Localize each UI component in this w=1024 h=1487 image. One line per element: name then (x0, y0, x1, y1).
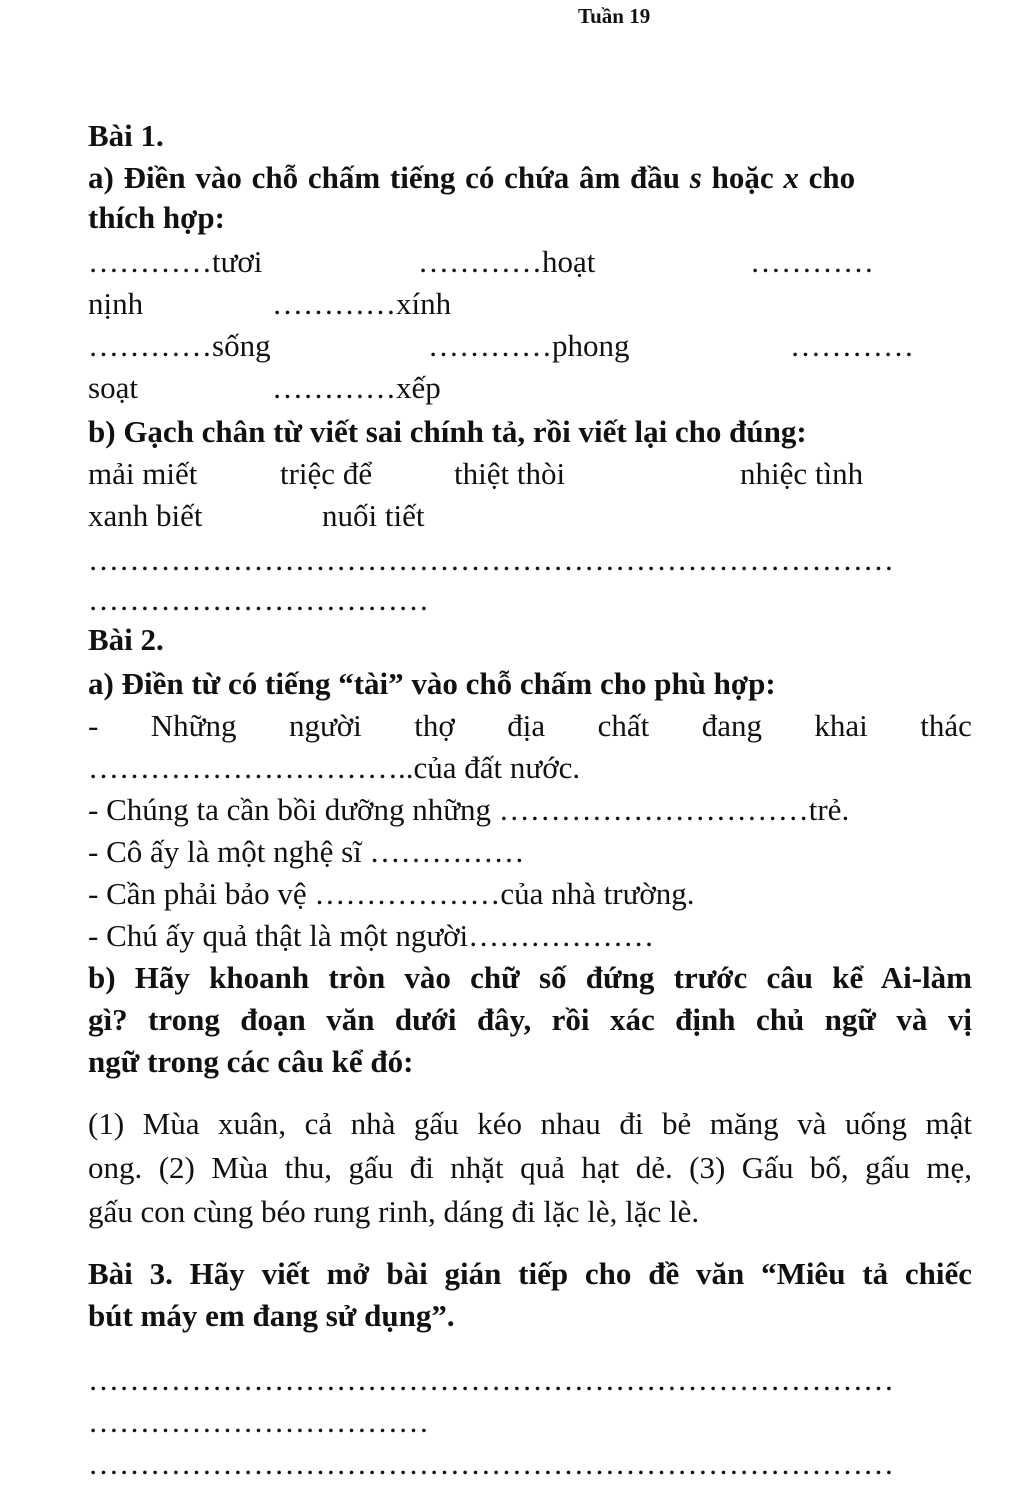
word: khai (814, 708, 868, 743)
fill-blank[interactable]: …………xính (272, 286, 452, 321)
letter-s: s (689, 160, 702, 195)
answer-line[interactable]: …………………………………………………………………… (88, 1446, 894, 1481)
week-label: Tuần 19 (578, 4, 651, 28)
word-suffix: soạt (88, 370, 138, 405)
fill-blank[interactable]: …………xếp (272, 370, 441, 405)
paragraph-line: (1) Mùa xuân, cả nhà gấu kéo nhau đi bẻ măng và uống mật (88, 1106, 972, 1141)
exercise-2b-instruction-cont: gì? trong đoạn văn dưới đây, rồi xác định chủ ngữ và vị (88, 1002, 972, 1037)
instruction-text: hoặc (701, 160, 784, 195)
answer-line[interactable]: …………………………… (88, 582, 429, 617)
fill-blank[interactable]: …………tươi (88, 244, 263, 279)
answer-line[interactable]: …………………………………………………………………… (88, 1362, 894, 1397)
word-suffix: nịnh (88, 286, 144, 321)
paragraph-line: ong. (2) Mùa thu, gấu đi nhặt quả hạt dẻ. (3) Gấu bố, gấu mẹ, (88, 1150, 972, 1185)
word: thợ (414, 708, 455, 743)
word-item: thiệt thòi (454, 456, 566, 491)
exercise-2b-instruction: b) Hãy khoanh tròn vào chữ số đứng trước câu kể Ai-làm (88, 960, 972, 995)
word: chất (597, 708, 650, 743)
exercise-2-title: Bài 2. (88, 622, 164, 657)
word: người (288, 708, 362, 743)
word: - (88, 708, 99, 743)
word: thác (920, 708, 972, 743)
exercise-2b-instruction-end: ngữ trong các câu kể đó: (88, 1044, 414, 1079)
sentence-1 (88, 708, 972, 744)
exercise-1a-instruction (88, 160, 855, 196)
letter-x: x (783, 160, 799, 195)
fill-blank[interactable]: …………hoạt (418, 244, 596, 279)
exercise-2a-instruction: a) Điền từ có tiếng “tài” vào chỗ chấm cho phù hợp: (88, 666, 776, 701)
word: địa (507, 708, 546, 743)
fill-blank[interactable]: …………sống (88, 328, 271, 363)
instruction-text: cho (798, 160, 856, 195)
exercise-3-instruction-cont: bút máy em đang sử dụng”. (88, 1298, 455, 1333)
word-item: nhiệc tình (740, 456, 864, 491)
word-item: triệc để (280, 456, 373, 491)
exercise-1-title: Bài 1. (88, 118, 164, 153)
sentence-3[interactable]: - Cô ấy là một nghệ sĩ …………… (88, 834, 525, 869)
fill-blank[interactable]: ………… (750, 244, 874, 279)
fill-blank[interactable]: ………… (790, 328, 914, 363)
word: đang (701, 708, 762, 743)
instruction-text: a) Điền vào chỗ chấm tiếng có chứa âm đầu (88, 160, 690, 195)
word-item: xanh biết (88, 498, 203, 533)
exercise-1a-instruction-cont: thích hợp: (88, 200, 225, 235)
exercise-1b-instruction: b) Gạch chân từ viết sai chính tả, rồi viết lại cho đúng: (88, 414, 807, 449)
fill-blank[interactable]: …………phong (428, 328, 630, 363)
word-item: mải miết (88, 456, 198, 491)
word: Những (150, 708, 237, 743)
sentence-2[interactable]: - Chúng ta cần bồi dưỡng những …………………………trẻ. (88, 792, 850, 827)
paragraph-line: gấu con cùng béo rung rinh, dáng đi lặc lè, lặc lè. (88, 1194, 700, 1229)
answer-line[interactable]: …………………………… (88, 1404, 429, 1439)
exercise-3-instruction: Bài 3. Hãy viết mở bài gián tiếp cho đề văn “Miêu tả chiếc (88, 1256, 972, 1291)
sentence-1-cont[interactable]: …………………………..của đất nước. (88, 750, 581, 785)
word-item: nuối tiết (322, 498, 425, 533)
sentence-5[interactable]: - Chú ấy quả thật là một người……………… (88, 918, 655, 953)
answer-line[interactable]: …………………………………………………………………… (88, 542, 894, 577)
sentence-4[interactable]: - Cần phải bảo vệ ………………của nhà trường. (88, 876, 695, 911)
